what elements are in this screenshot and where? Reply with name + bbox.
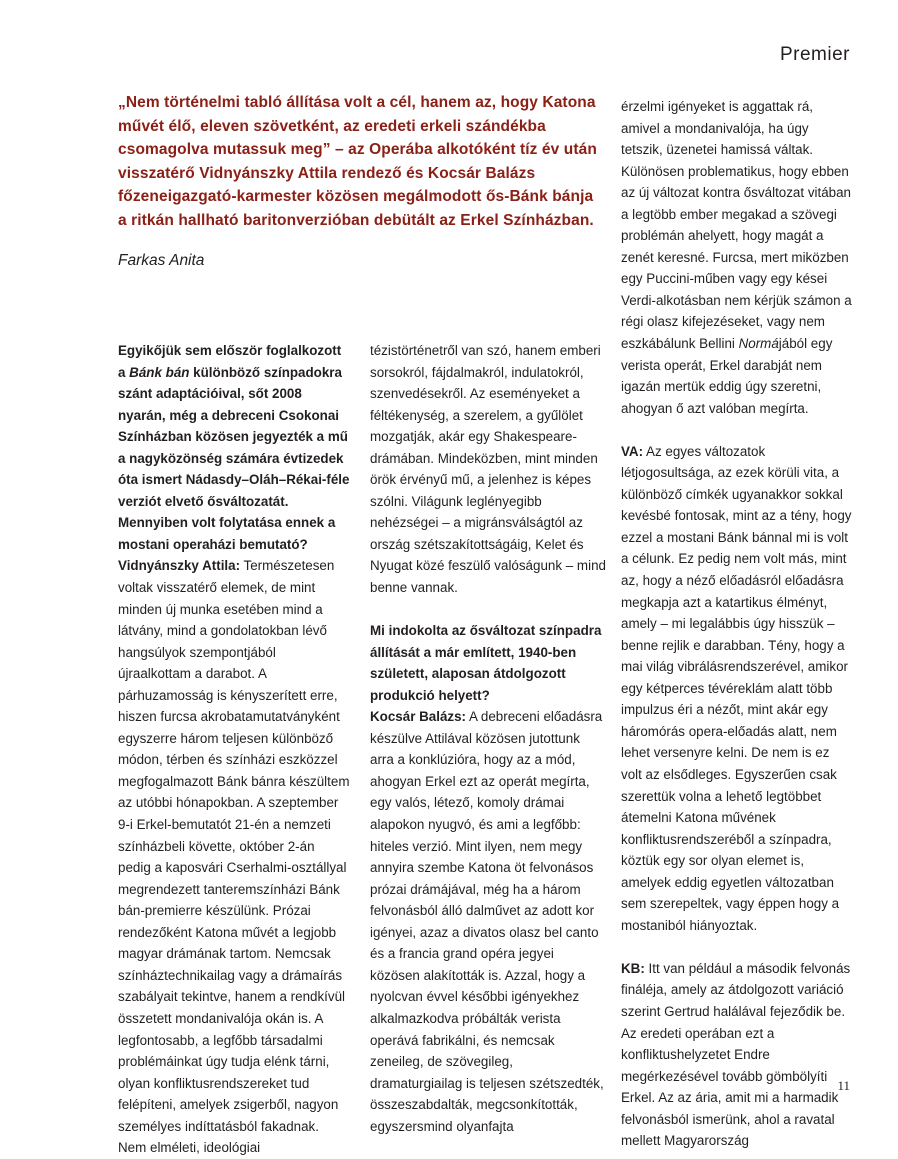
lead-text: „Nem történelmi tabló állítása volt a cél, hanem az, hogy Katona művét élő, eleven szövetként, az eredeti erkeli szándékba csomagolva mutassuk meg” – az Operába alkotóként tíz év után visszatérő Vidnyánszky Attila rendező és Kocsár Balázs főzeneigazgató-karmester közösen megálmodott ős-Bánk bánja a ritkán hallható baritonverzióban debütált az Erkel Színházban. bbox=[118, 94, 597, 229]
answer-2 bbox=[370, 706, 606, 1137]
answer-1-text: Természetesen voltak visszatérő elemek, de mint minden új munka esetében mind a látvány, mind a gondolatokban lévő hangsúlyok szempontjából újraalkottam a darabot. A párhuzamosság is kényszerített erre, hiszen furcsa akrobatamutatványként egyszerre három teljesen különböző módon, térben és színházi eszközzel megfogalmazott Bánk bánra készültem az utóbbi hónapokban. A szeptember 9-i Erkel-bemutatót 21-én a nemzeti színházbeli követte, október 2-án pedig a kaposvári Cserhalmi-osztállyal megrendezett tanteremszínházi Bánk bán-premierre készülünk. Prózai rendezőként Katona művét a legjobb magyar drámának tartom. Nemcsak színháztechnikailag vagy a drámaírás szabályait tekintve, hanem a rendkívül összetett mondanivalója okán is. A legfontosabb, a legfőbb társadalmi problémáinkat úgy tudja elénk tárni, olyan konfliktusrendszereket tud felépíteni, amelyek zsigerből, nagyon személyes indíttatásból fakadnak. Nem elméleti, ideológiai bbox=[118, 558, 350, 1156]
speaker-kocsar: Kocsár Balázs: bbox=[370, 709, 467, 725]
q1-part2: különböző színpadokra szánt adaptációival, sőt 2008 nyarán, még a debreceni Csokonai Színházban közösen jegyezték a mű a nagyközönség számára évtizedek óta ismert Nádasdy–Oláh–Rékai-féle verziót elvető ősváltozatát. Mennyiben volt folytatása ennek a mostani operaházi bemutató? bbox=[118, 364, 350, 552]
paragraph-spacer bbox=[621, 936, 853, 958]
answer-kb-text: Itt van például a második felvonás fináléja, amely az átdolgozott variáció szerint Gertrud halálával fejeződik be. Az eredeti operában ezt a konfliktushelyzetet Endre megérkezésével tovább gömbölyíti Erkel. Az az ária, amit mi a harmadik felvonásból ismerünk, ahol a ravatal mellett Magyarország bbox=[621, 960, 851, 1149]
speaker-va: VA: bbox=[621, 443, 644, 459]
lead-paragraph bbox=[118, 91, 598, 232]
author-name: Farkas Anita bbox=[118, 252, 205, 269]
answer-2-cont1: érzelmi igényeket is aggattak rá, amivel a mondanivalója, ha úgy tetszik, üzenetei hamissá váltak. Különösen problematikus, hogy ebben az új változat kontra ősváltozat vitában a legtöbb ember megakad a szövegi problémán ahelyett, hogy magát a zenét keresné. Furcsa, mert miközben egy Puccini-műben vagy egy kései Verdi-alkotásban nem kérjük számon a régi olasz kifejezéseket, vagy nem eszkábálunk Bellini bbox=[621, 99, 852, 352]
answer-1-continued: tézistörténetről van szó, hanem emberi sorsokról, fájdalmakról, indulatokról, szenvedésekről. Az eseményeket a féltékenység, a szerelem, a gyűlölet mozgatják, akár egy Shakespeare-drámában. Mindeközben, mint minden örök érvényű mű, a jelenhez is képes szólni. Világunk leglényegibb nehézségei – a migránsválságtól az ország szétszakítottságáig, Kelet és Nyugat közé feszülő valóságunk – mind benne vannak. bbox=[370, 343, 606, 596]
answer-2-cont2: jából egy verista operát, Erkel darabját nem igazán mertük eddig úgy szeretni, ahogyan ő azt valóban megírta. bbox=[621, 336, 833, 416]
interview-question-1 bbox=[118, 340, 350, 555]
speaker-vidnyanszky: Vidnyánszky Attila: bbox=[118, 558, 241, 574]
answer-va bbox=[621, 441, 853, 937]
speaker-kb: KB: bbox=[621, 960, 645, 976]
paragraph-spacer bbox=[370, 599, 606, 621]
article-column-1 bbox=[118, 340, 350, 1159]
answer-2-continued bbox=[621, 96, 853, 419]
page-number: 11 bbox=[837, 1078, 850, 1093]
answer-kb bbox=[621, 958, 853, 1152]
section-label: Premier bbox=[779, 44, 850, 65]
answer-va-text: Az egyes változatok létjogosultsága, az ezek körüli vita, a különböző címkék ugyanakkor sokkal kevésbé fontosak, mint az a tény, hogy ezzel a mostani Bánk bánnal mi is volt a célunk. Ez pedig nem volt más, mint az, hogy a néző előadásról előadásra megkapja azt a katartikus élményt, amely – mi legalábbis úgy hisszük – benne rejlik e darabban. Tény, hogy a mai világ vibrálásrendszerével, amikor egy kétperces tévéreklám alatt több impulzus éri a nézőt, mint akár egy háromórás opera-előadás alatt, nem lehet versenyre kelni. De nem is ez volt az elsődleges. Egyszerűen csak szerettük volna a lehető legtöbbet átemelni Katona művének konfliktusrendszeréből a színpadra, köztük egy sor olyan elemet is, amelyek eddig egyetlen változatban sem szerepeltek, vagy éppen hogy a mostaniból hiányoztak. bbox=[621, 443, 852, 933]
paragraph-spacer bbox=[621, 419, 853, 441]
article-column-3 bbox=[621, 96, 853, 1152]
norma-title: Normá bbox=[738, 336, 779, 352]
q1-part1: Egyikőjük sem először foglalkozott a bbox=[118, 343, 342, 380]
article-column-2 bbox=[370, 340, 606, 1137]
interview-question-2: Mi indokolta az ősváltozat színpadra állítását a már említett, 1940-ben született, alaposan átdolgozott produkció helyett? bbox=[370, 623, 602, 703]
q1-title: Bánk bán bbox=[129, 364, 190, 380]
answer-2-text: A debreceni előadásra készülve Attilával közösen jutottunk arra a konklúzióra, hogy az a mód, ahogyan Erkel ezt az operát megírta, egy valós, létező, komoly drámai alapokon nyugvó, és ami a legfőbb: hiteles verzió. Mint ilyen, nem megy annyira szembe Katona öt felvonásos prózai drámájával, még ha a három felvonásból álló dalművet az adott kor igényei, azaz a divatos olasz bel canto és a francia grand opéra jegyei közösen alakították is. Azzal, hogy a nyolcvan évvel későbbi igényekhez alkalmazkodva próbálták verista operává fabrikálni, és nemcsak zeneileg, de szövegileg, dramaturgiailag is teljesen szétszedték, összeszabdalták, megcsonkították, egyszersmind olyanfajta bbox=[370, 709, 604, 1134]
answer-1 bbox=[118, 555, 350, 1158]
